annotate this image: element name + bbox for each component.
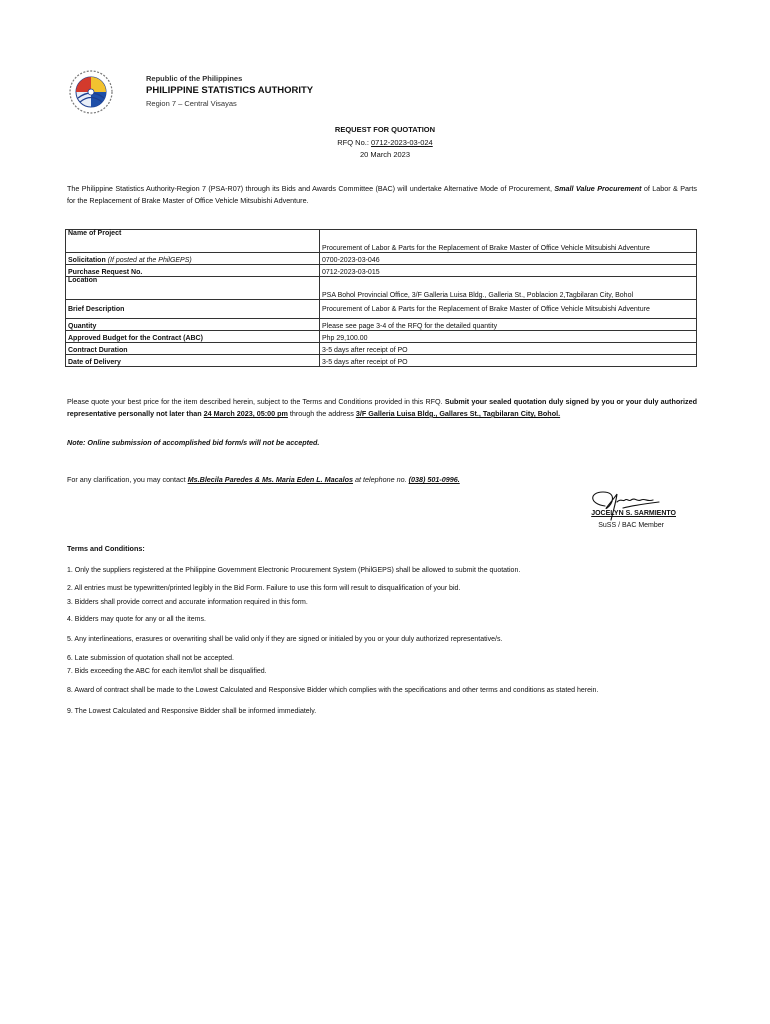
- term-item: 6. Late submission of quotation shall not be accepted.: [67, 655, 234, 662]
- row-value: 3-5 days after receipt of PO: [320, 355, 697, 367]
- row-label: Contract Duration: [66, 343, 320, 355]
- intro-text: The Philippine Statistics Authority-Region 7 (PSA-R07) through its Bids and Awards Committee (BAC) will undertake Alternative Mode of Procurement,: [67, 184, 555, 193]
- label-note: (If posted at the PhilGEPS): [107, 257, 192, 264]
- instructions-text: Please quote your best price for the item described herein, subject to the Terms and Conditions provided in this RFQ.: [67, 397, 445, 406]
- intro-paragraph: [67, 183, 697, 207]
- term-item: 4. Bidders may quote for any or all the items.: [67, 616, 206, 623]
- project-details-table: [65, 229, 697, 367]
- instructions-paragraph: [67, 396, 697, 420]
- intro-text-end: of Labor & Parts for the Replacement of Brake Master of Office Vehicle Mitsubishi Adventure.: [67, 184, 697, 205]
- contact-text: For any clarification, you may contact: [67, 475, 188, 484]
- contact-line: [67, 475, 460, 484]
- term-item: 9. The Lowest Calculated and Responsive Bidder shall be informed immediately.: [67, 708, 317, 715]
- row-value: 0712-2023-03-015: [320, 265, 697, 277]
- term-item: 1. Only the suppliers registered at the Philippine Government Electronic Procurement System (PhilGEPS) shall be allowed to submit the quotation.: [67, 567, 521, 574]
- row-value: 0700-2023-03-046: [320, 253, 697, 265]
- label-text: Solicitation: [68, 257, 106, 264]
- table-row: [66, 230, 697, 253]
- document-date: 20 March 2023: [359, 150, 411, 159]
- term-item: 7. Bids exceeding the ABC for each item/lot shall be disqualified.: [67, 668, 267, 675]
- signatory-name: JOCELYN S. SARMIENTO: [591, 510, 676, 517]
- row-value: 3-5 days after receipt of PO: [320, 343, 697, 355]
- contact-text-2: at telephone no.: [353, 475, 409, 484]
- table-row: [66, 277, 697, 300]
- row-label: Date of Delivery: [66, 355, 320, 367]
- term-item: 5. Any interlineations, erasures or overwriting shall be valid only if they are signed or initialed by you or your duly authorized representative/s.: [67, 636, 503, 643]
- row-value: Procurement of Labor & Parts for the Replacement of Brake Master of Office Vehicle Mitsubishi Adventure: [320, 300, 697, 319]
- header-region: Region 7 – Central Visayas: [146, 99, 237, 108]
- term-item: 2. All entries must be typewritten/printed legibly in the Bid Form. Failure to use this form will result to disqualification of your bid.: [67, 585, 461, 592]
- row-value: Procurement of Labor & Parts for the Replacement of Brake Master of Office Vehicle Mitsubishi Adventure: [320, 230, 697, 253]
- table-row: [66, 331, 697, 343]
- contact-phone: (038) 501-0996.: [408, 475, 460, 484]
- row-label: Brief Description: [66, 300, 320, 319]
- deadline: 24 March 2023, 05:00 pm: [203, 409, 288, 418]
- instructions-text-2: through the address: [287, 409, 356, 418]
- row-value: Php 29,100.00: [320, 331, 697, 343]
- row-label: Purchase Request No.: [66, 265, 320, 277]
- rfq-label: RFQ No.:: [337, 138, 369, 147]
- row-label: Approved Budget for the Contract (ABC): [66, 331, 320, 343]
- submission-address: 3/F Galleria Luisa Bldg., Gallares St., Tagbilaran City, Bohol.: [355, 409, 561, 418]
- term-item: 8. Award of contract shall be made to the Lowest Calculated and Responsive Bidder which complies with the specifications and other terms and conditions as stated herein.: [67, 687, 599, 694]
- document-title: REQUEST FOR QUOTATION: [334, 125, 436, 134]
- row-value: Please see page 3-4 of the RFQ for the detailed quantity: [320, 319, 697, 331]
- table-row: [66, 253, 697, 265]
- row-label: Name of Project: [66, 230, 320, 253]
- row-label: Quantity: [66, 319, 320, 331]
- header-agency: PHILIPPINE STATISTICS AUTHORITY: [146, 85, 314, 96]
- psa-seal-logo: [64, 68, 118, 116]
- term-item: 3. Bidders shall provide correct and accurate information required in this form.: [67, 599, 308, 606]
- table-row: [66, 319, 697, 331]
- rfq-number: 0712-2023-03-024: [371, 138, 433, 147]
- table-row: [66, 265, 697, 277]
- contact-names: Ms.Blecila Paredes & Ms. Maria Eden L. Macalos: [187, 475, 354, 484]
- online-submission-note: Note: Online submission of accomplished bid form/s will not be accepted.: [67, 438, 320, 447]
- row-label: [66, 253, 320, 265]
- header-republic: Republic of the Philippines: [146, 74, 243, 83]
- procurement-mode: Small Value Procurement: [554, 184, 642, 193]
- row-value: PSA Bohol Provincial Office, 3/F Galleria Luisa Bldg., Galleria St., Poblacion 2,Tagbilaran City, Bohol: [320, 277, 697, 300]
- rfq-number-line: [0, 138, 770, 147]
- row-label: Location: [66, 277, 320, 300]
- table-row: [66, 343, 697, 355]
- signatory-role: SuSS / BAC Member: [598, 522, 664, 529]
- table-row: [66, 355, 697, 367]
- table-row: [66, 300, 697, 319]
- terms-title: Terms and Conditions:: [67, 544, 145, 553]
- instructions-bold: Submit your sealed quotation duly signed by you or your duly authorized representative personally not later than: [67, 397, 697, 418]
